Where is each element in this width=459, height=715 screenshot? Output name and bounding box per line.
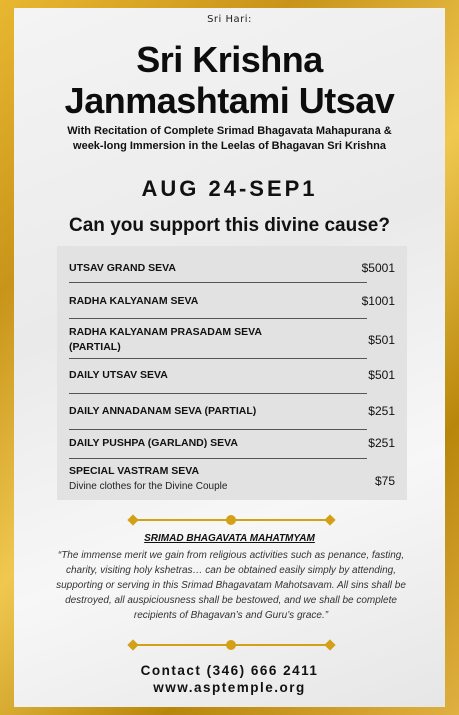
- seva-price: $501: [368, 333, 395, 347]
- mahatmyam-quote: “The immense merit we gain from religious activities such as penance, fasting, charity, visiting holy kshetras… can be obtained easily simply by attending, supporting or serving in this Srimad Bhagavatam Mahotsavam. All sins shall be destroyed, all auspiciousness shall be bestowed, and we shall be complete recipients of Bhagavan’s and Guru’s grace.”: [56, 550, 406, 621]
- seva-price: $251: [368, 436, 395, 450]
- website-link[interactable]: www.asptemple.org: [153, 680, 306, 695]
- seva-title: SPECIAL VASTRAM SEVA: [69, 465, 200, 477]
- event-dates: AUG 24-SEP1: [141, 176, 318, 201]
- seva-divider: [69, 318, 367, 319]
- seva-price: $251: [368, 404, 395, 418]
- seva-name: [69, 464, 319, 494]
- seva-divider: [69, 282, 367, 283]
- seva-name: DAILY ANNADANAM SEVA (PARTIAL): [69, 405, 257, 417]
- seva-name: DAILY PUSHPA (GARLAND) SEVA: [69, 437, 238, 449]
- subtitle-line-2: week-long Immersion in the Leelas of Bhagavan Sri Krishna: [73, 140, 386, 152]
- gold-divider-ornament: [129, 515, 334, 525]
- support-question: Can you support this divine cause?: [69, 215, 390, 236]
- title-line-2: Janmashtami Utsav: [64, 80, 395, 121]
- seva-name: RADHA KALYANAM PRASADAM SEVA (PARTIAL): [69, 326, 262, 353]
- seva-list: [57, 246, 407, 500]
- seva-subtext: Divine clothes for the Divine Couple: [69, 481, 228, 492]
- seva-name: UTSAV GRAND SEVA: [69, 262, 176, 274]
- seva-price: $75: [374, 474, 395, 488]
- contact-phone: Contact (346) 666 2411: [140, 663, 319, 678]
- seva-divider: [69, 393, 367, 394]
- seva-name: DAILY UTSAV SEVA: [69, 369, 168, 381]
- seva-divider: [69, 429, 367, 430]
- invocation: Sri Hari:: [207, 14, 252, 25]
- flyer-paper: [14, 8, 445, 707]
- seva-price: $1001: [361, 294, 395, 308]
- seva-price: $5001: [361, 261, 395, 275]
- title-line-1: Sri Krishna: [136, 39, 323, 80]
- subtitle-line-1: With Recitation of Complete Srimad Bhagavata Mahapurana &: [67, 125, 392, 137]
- seva-divider: [69, 458, 367, 459]
- seva-name: RADHA KALYANAM SEVA: [69, 295, 199, 307]
- gold-divider-ornament: [129, 640, 334, 650]
- seva-price: $501: [368, 368, 395, 382]
- mahatmyam-title: SRIMAD BHAGAVATA MAHATMYAM: [144, 533, 315, 544]
- subtitle: [24, 124, 435, 154]
- seva-divider: [69, 358, 367, 359]
